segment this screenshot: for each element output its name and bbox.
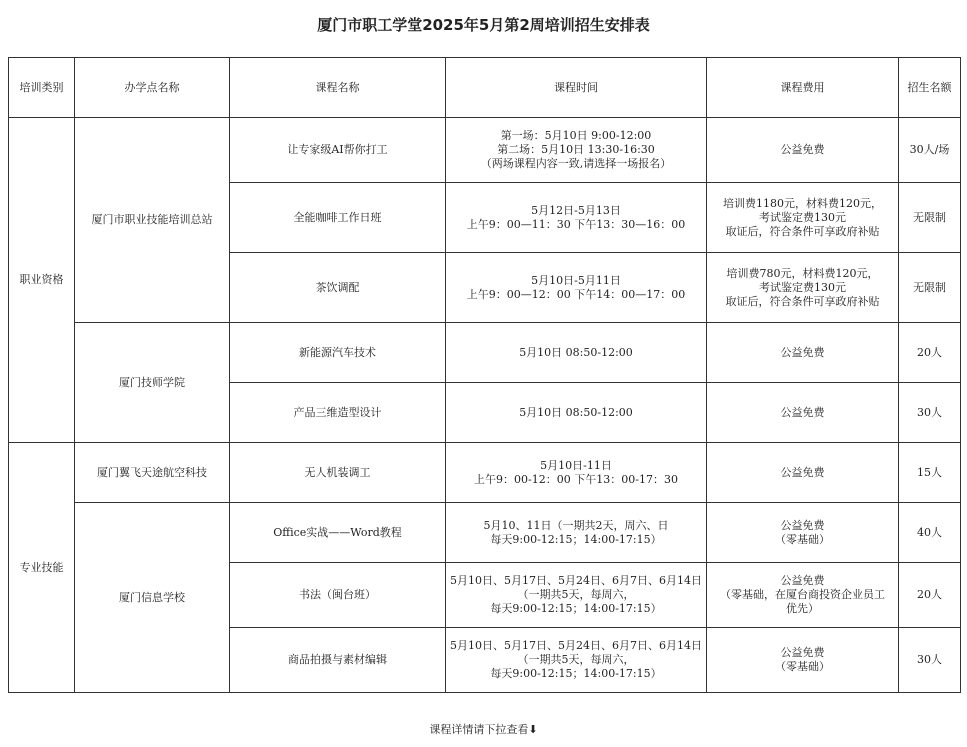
header-quota: 招生名额 xyxy=(899,58,961,118)
time-cell: 5月10日 08:50-12:00 xyxy=(446,323,707,383)
fee-cell xyxy=(707,563,899,628)
fee-cell xyxy=(707,118,899,183)
header-time: 课程时间 xyxy=(446,58,707,118)
time-cell xyxy=(446,253,707,323)
time-text: 5月12日-5月13日 上午9：00—11：30 下午13：30—16：00 xyxy=(466,203,686,231)
course-cell: Office实战——Word教程 xyxy=(230,503,446,563)
fee-cell xyxy=(707,628,899,693)
fee-cell: 公益免费 xyxy=(707,323,899,383)
time-text: 5月10日-5月11日 上午9：00—12：00 下午14：00—17：00 xyxy=(466,273,686,301)
course-cell: 书法（闽台班） xyxy=(230,563,446,628)
course-cell: 茶饮调配 xyxy=(230,253,446,323)
fee-cell xyxy=(707,183,899,253)
schedule-table xyxy=(8,57,961,693)
header-school: 办学点名称 xyxy=(75,58,230,118)
time-cell xyxy=(446,183,707,253)
table-row xyxy=(9,443,961,503)
time-cell xyxy=(446,563,707,628)
time-text: 5月10、11日（一期共2天，周六、日 每天9:00-12:15；14:00-17:15） xyxy=(483,518,669,546)
fee-text: 公益免费 （零基础，在厦台商投资企业员工 优先） xyxy=(720,574,885,615)
school-cell: 厦门技师学院 xyxy=(75,323,230,443)
scroll-hint: 课程详情请下拉查看⬇ xyxy=(429,723,538,736)
quota-cell: 20人 xyxy=(899,323,961,383)
category-cell: 专业技能 xyxy=(9,443,75,693)
time-text: 5月10日、5月17日、5月24日、6月7日、6月14日 （一期共5天，每周六， 每天9:00-12:15；14:00-17:15） xyxy=(450,639,702,680)
quota-cell: 30人 xyxy=(899,628,961,693)
time-text: 5月10日-11日 上午9：00-12：00 下午13：00-17：30 xyxy=(474,458,678,486)
time-cell xyxy=(446,503,707,563)
quota-cell: 30人/场 xyxy=(899,118,961,183)
fee-cell xyxy=(707,503,899,563)
fee-text: 公益免费 （零基础） xyxy=(775,518,830,546)
table-row xyxy=(9,503,961,563)
time-text: 5月10日、5月17日、5月24日、6月7日、6月14日 （一期共5天，每周六， 每天9:00-12:15；14:00-17:15） xyxy=(450,574,702,615)
school-cell: 厦门信息学校 xyxy=(75,503,230,693)
table-header-row xyxy=(9,58,961,118)
header-course: 课程名称 xyxy=(230,58,446,118)
fee-cell xyxy=(707,253,899,323)
quota-cell: 无限制 xyxy=(899,253,961,323)
course-cell: 产品三维造型设计 xyxy=(230,383,446,443)
time-cell xyxy=(446,628,707,693)
fee-text: 公益免费 xyxy=(780,143,825,156)
fee-text: 培训费780元，材料费120元， 考试鉴定费130元 取证后，符合条件可享政府补贴 xyxy=(725,266,880,308)
quota-cell: 无限制 xyxy=(899,183,961,253)
course-cell: 全能咖啡工作日班 xyxy=(230,183,446,253)
fee-cell: 公益免费 xyxy=(707,443,899,503)
fee-text: 培训费1180元，材料费120元， 考试鉴定费130元 取证后，符合条件可享政府补贴 xyxy=(723,196,882,238)
course-cell: 让专家级AI帮你打工 xyxy=(230,118,446,183)
quota-cell: 40人 xyxy=(899,503,961,563)
fee-cell: 公益免费 xyxy=(707,383,899,443)
course-cell: 商品拍摄与素材编辑 xyxy=(230,628,446,693)
quota-cell: 30人 xyxy=(899,383,961,443)
school-cell: 厦门市职业技能培训总站 xyxy=(75,118,230,323)
page-title: 厦门市职工学堂2025年5月第2周培训招生安排表 xyxy=(317,16,650,34)
quota-cell: 15人 xyxy=(899,443,961,503)
time-cell xyxy=(446,443,707,503)
time-text: 第一场：5月10日 9:00-12:00 第二场：5月10日 13:30-16:30 （两场课程内容一致,请选择一场报名） xyxy=(480,129,672,170)
course-cell: 无人机装调工 xyxy=(230,443,446,503)
category-cell: 职业资格 xyxy=(9,118,75,443)
header-category: 培训类别 xyxy=(9,58,75,118)
course-cell: 新能源汽车技术 xyxy=(230,323,446,383)
fee-text: 公益免费 （零基础） xyxy=(775,646,830,673)
header-fee: 课程费用 xyxy=(707,58,899,118)
time-cell: 5月10日 08:50-12:00 xyxy=(446,383,707,443)
time-cell xyxy=(446,118,707,183)
table-row xyxy=(9,323,961,383)
school-cell: 厦门翼飞天途航空科技 xyxy=(75,443,230,503)
table-row xyxy=(9,118,961,183)
quota-cell: 20人 xyxy=(899,563,961,628)
